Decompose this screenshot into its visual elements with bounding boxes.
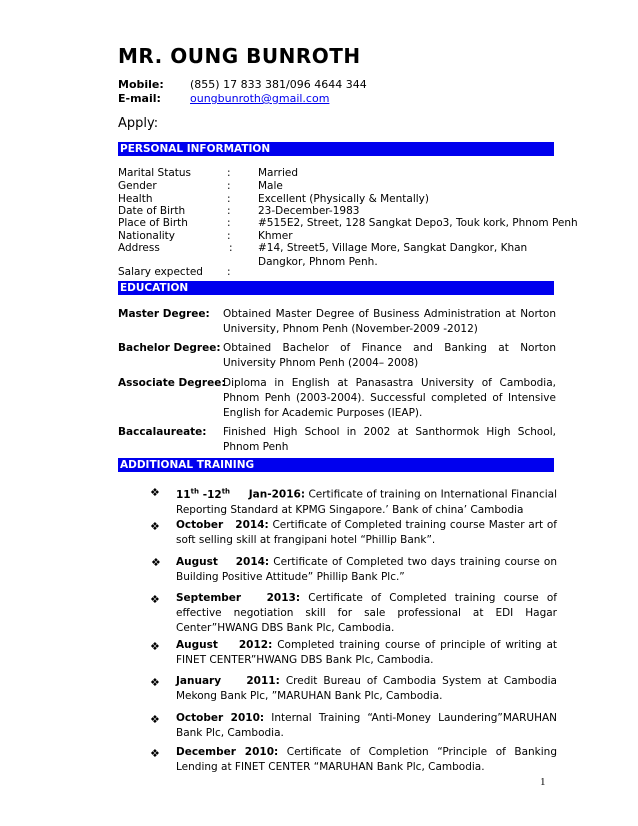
- personal-value: Male: [258, 180, 283, 192]
- personal-colon: :: [229, 242, 233, 254]
- mobile-value: (855) 17 833 381/096 4644 344: [190, 78, 367, 91]
- training-text: Internal Training “Anti-Money Laundering”MARUHAN Bank Plc, Cambodia.: [176, 712, 558, 739]
- section-bar-personal: PERSONAL INFORMATION: [118, 142, 554, 156]
- diamond-bullet-icon: ❖: [150, 593, 160, 606]
- education-degree-label: Baccalaureate:: [118, 426, 207, 438]
- training-item: [176, 518, 557, 548]
- training-date: October 2014:: [176, 519, 269, 531]
- personal-label: Salary expected: [118, 266, 203, 278]
- diamond-bullet-icon: ❖: [150, 640, 160, 653]
- training-item: [176, 638, 557, 668]
- personal-colon: :: [227, 193, 231, 205]
- page-number: 1: [540, 776, 546, 788]
- candidate-name: MR. OUNG BUNROTH: [118, 44, 361, 68]
- training-text: Certificate of Completion “Principle of Banking Lending at FINET CENTER “MARUHAN Bank Plc, Cambodia.: [176, 746, 557, 773]
- personal-colon: :: [227, 205, 231, 217]
- training-date-prefix: 11th -12th: [176, 487, 231, 501]
- training-date: October 2010:: [176, 712, 265, 724]
- training-text: Certificate of Completed training course Master art of soft selling skill at frangipani hotel “Phillip Bank”.: [176, 519, 557, 546]
- training-item: [176, 711, 557, 741]
- personal-value: Married: [258, 167, 298, 179]
- diamond-bullet-icon: ❖: [151, 556, 161, 569]
- section-bar-education: EDUCATION: [118, 281, 554, 295]
- training-text: Certificate of Completed training course of effective negotiation skill for sale professional at EDI Hagar Center”HWANG DBS Bank Plc, Cambodia.: [176, 592, 557, 634]
- diamond-bullet-icon: ❖: [150, 713, 160, 726]
- training-date: August 2014:: [176, 556, 270, 568]
- personal-value: Khmer: [258, 230, 293, 242]
- mobile-label: Mobile:: [118, 78, 164, 91]
- training-text: Certificate of training on International Financial Reporting Standard at KPMG Singapore.’ Bank of china’ Cambodia: [176, 488, 557, 516]
- training-item: [176, 591, 557, 636]
- education-degree-text: Obtained Bachelor of Finance and Banking at Norton University Phnom Penh (2004– 2008): [223, 342, 556, 369]
- personal-value: #14, Street5, Village More, Sangkat Dangkor, Khan: [258, 242, 528, 254]
- diamond-bullet-icon: ❖: [150, 676, 160, 689]
- diamond-bullet-icon: ❖: [150, 747, 160, 760]
- personal-label: Place of Birth: [118, 217, 188, 229]
- training-date: Jan-2016:: [248, 488, 306, 501]
- personal-colon: :: [227, 217, 231, 229]
- education-degree-text: Finished High School in 2002 at Santhormok High School, Phnom Penh: [223, 426, 556, 453]
- personal-colon: :: [227, 266, 231, 278]
- personal-label: Health: [118, 193, 153, 205]
- education-degree-label: Associate Degree:: [118, 377, 226, 389]
- personal-value: Dangkor, Phnom Penh.: [258, 256, 378, 268]
- training-text: Certificate of Completed two days training course on Building Positive Attitude” Phillip Bank Plc.”: [176, 556, 558, 583]
- personal-colon: :: [227, 180, 231, 192]
- email-link[interactable]: oungbunroth@gmail.com: [190, 92, 330, 105]
- training-item: [176, 555, 557, 585]
- personal-colon: :: [227, 167, 231, 179]
- diamond-bullet-icon: ❖: [150, 520, 160, 533]
- personal-value: Excellent (Physically & Mentally): [258, 193, 429, 205]
- personal-label: Address: [118, 242, 160, 254]
- personal-label: Date of Birth: [118, 205, 186, 217]
- email-label: E-mail:: [118, 92, 161, 105]
- training-item: [176, 745, 557, 775]
- training-text: Credit Bureau of Cambodia System at Cambodia Mekong Bank Plc, ”MARUHAN Bank Plc, Cambodia.: [176, 675, 557, 702]
- training-item: [176, 674, 557, 704]
- training-date: August 2012:: [176, 639, 273, 651]
- personal-label: Gender: [118, 180, 157, 192]
- training-text: Completed training course of principle of writing at FINET CENTER”HWANG DBS Bank Plc, Cambodia.: [176, 639, 557, 666]
- personal-value: 23-December-1983: [258, 205, 360, 217]
- diamond-bullet-icon: ❖: [150, 486, 160, 499]
- education-degree-label: Master Degree:: [118, 308, 210, 320]
- training-item: [176, 484, 557, 518]
- education-degree-label: Bachelor Degree:: [118, 342, 221, 354]
- apply-heading: Apply:: [118, 116, 159, 131]
- training-date: January 2011:: [176, 675, 280, 687]
- training-date: September 2013:: [176, 592, 301, 604]
- personal-label: Nationality: [118, 230, 176, 242]
- section-bar-training: ADDITIONAL TRAINING: [118, 458, 554, 472]
- training-date: December 2010:: [176, 746, 279, 758]
- personal-label: Marital Status: [118, 167, 191, 179]
- personal-colon: :: [227, 230, 231, 242]
- education-degree-text: Obtained Master Degree of Business Administration at Norton University, Phnom Penh (November-2009 -2012): [223, 308, 556, 335]
- education-degree-text: Diploma in English at Panasastra University of Cambodia, Phnom Penh (2003-2004). Successful completed of Intensive English for Academic Purposes (IEAP).: [223, 377, 556, 419]
- personal-value: #515E2, Street, 128 Sangkat Depo3, Touk kork, Phnom Penh: [258, 217, 578, 229]
